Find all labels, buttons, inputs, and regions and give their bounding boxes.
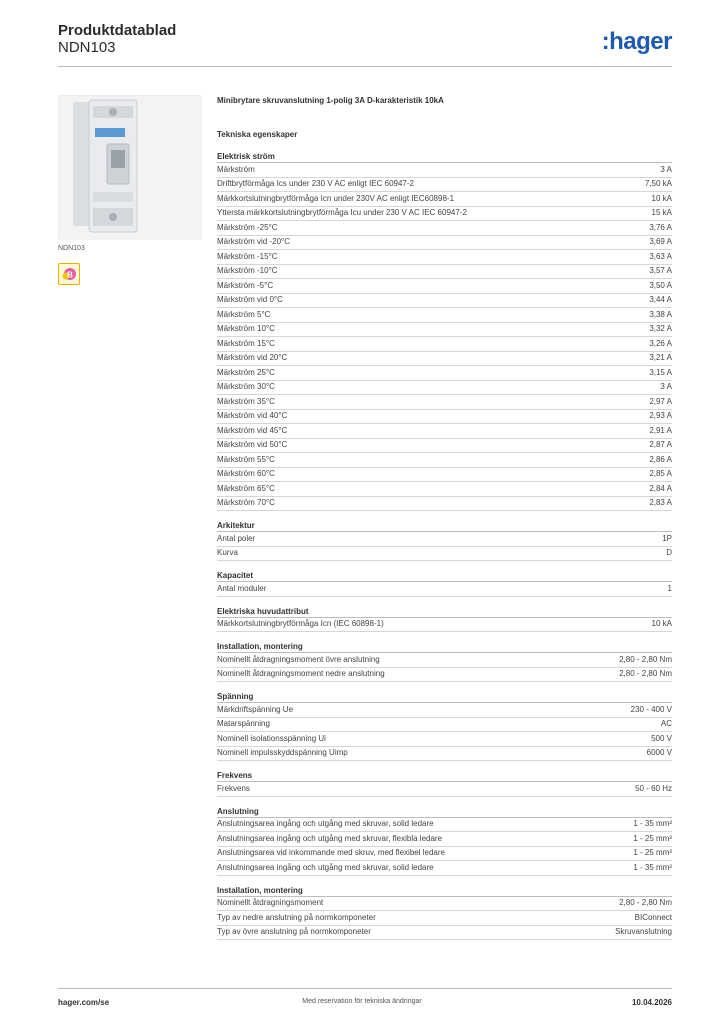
spec-row	[217, 453, 672, 468]
product-code: NDN103	[58, 39, 116, 56]
spec-value: 2,80 - 2,80 Nm	[619, 654, 672, 664]
spec-label: Anslutningsarea ingång och utgång med skruvar, flexibla ledare	[217, 833, 443, 843]
spec-label: Matarspänning	[217, 719, 270, 728]
spec-label: Märkström 10°C	[217, 324, 275, 333]
spec-row	[217, 547, 672, 562]
spec-value: 6000 V	[646, 748, 672, 757]
spec-value: 2,85 A	[649, 469, 672, 478]
spec-row	[217, 395, 672, 410]
spec-label: Märkström vid 45°C	[217, 425, 288, 435]
product-description: Minibrytare skruvanslutning 1-polig 3A D-karakteristik 10kA	[217, 96, 444, 105]
spec-value: 2,93 A	[649, 411, 672, 420]
spec-row	[217, 410, 672, 425]
spec-label: Märkström	[217, 164, 255, 174]
spec-label: Märkström vid 0°C	[217, 295, 283, 304]
spec-value: 50 - 60 Hz	[635, 783, 672, 793]
spec-value: 3,21 A	[649, 353, 672, 362]
spec-value: 2,83 A	[649, 498, 672, 507]
spec-value: 1 - 35 mm²	[633, 819, 672, 828]
footer-website: hager.com/se	[58, 998, 110, 1007]
section-heading: Tekniska egenskaper	[217, 130, 298, 139]
spec-label: Nominellt åtdragningsmoment övre anslutning	[217, 654, 380, 664]
spec-label: Nominellt åtdragningsmoment	[217, 898, 324, 907]
spec-label: Frekvens	[217, 783, 250, 793]
spec-row	[217, 207, 672, 222]
eco-label-icon	[58, 263, 80, 285]
spec-label: Märkström vid 50°C	[217, 440, 288, 449]
spec-row	[217, 926, 672, 941]
spec-row	[217, 221, 672, 236]
spec-label: Märkström 70°C	[217, 498, 275, 507]
spec-value: 3,26 A	[649, 338, 672, 348]
spec-value: 1	[667, 583, 672, 593]
spec-label: Anslutningsarea vid inkommande med skruv, med flexibel ledare	[217, 848, 445, 857]
spec-value: 7,50 kA	[644, 179, 672, 188]
spec-row	[217, 294, 672, 309]
spec-row	[217, 618, 672, 633]
circuit-breaker-icon	[59, 96, 202, 240]
spec-value: 230 - 400 V	[630, 704, 672, 714]
spec-value: 3,76 A	[649, 222, 672, 232]
spec-label: Märkkortslutningbrytförmåga Icn under 230V AC enligt IEC60898-1	[217, 193, 455, 203]
spec-row	[217, 911, 672, 926]
spec-label: Märkström -5°C	[217, 280, 274, 290]
spec-label: Märkström -25°C	[217, 222, 278, 232]
spec-row	[217, 337, 672, 352]
spec-row	[217, 482, 672, 497]
spec-value: 3,15 A	[649, 367, 672, 377]
spec-value: AC	[660, 719, 672, 728]
product-image	[58, 95, 201, 239]
spec-row	[217, 468, 672, 483]
spec-label: Märkström 35°C	[217, 396, 275, 406]
spec-block	[217, 770, 672, 797]
spec-label: Märkström vid -20°C	[217, 237, 290, 246]
spec-block	[217, 570, 672, 597]
header-divider	[58, 66, 672, 67]
spec-value: Skruvanslutning	[615, 927, 672, 936]
spec-value: 15 kA	[651, 208, 672, 217]
spec-row	[217, 236, 672, 251]
specification-content	[217, 96, 672, 949]
spec-row	[217, 732, 672, 747]
spec-row	[217, 178, 672, 193]
spec-value: 3 A	[660, 164, 672, 174]
footer-divider	[58, 988, 672, 989]
spec-label: Anslutningsarea ingång och utgång med skruvar, solid ledare	[217, 819, 434, 828]
spec-value: 3,63 A	[649, 251, 672, 261]
spec-block-title: Anslutning	[217, 806, 672, 818]
spec-value: BIConnect	[634, 912, 672, 922]
spec-block	[217, 520, 672, 561]
spec-value: 3,32 A	[649, 324, 672, 333]
spec-row	[217, 323, 672, 338]
document-title: Produktdatablad	[58, 22, 177, 39]
svg-text:B: B	[67, 270, 73, 280]
spec-value: 10 kA	[651, 619, 672, 628]
spec-row	[217, 381, 672, 396]
spec-value: 2,87 A	[649, 440, 672, 449]
spec-block	[217, 151, 672, 511]
spec-row	[217, 668, 672, 683]
spec-block-title: Installation, montering	[217, 641, 672, 653]
footer-disclaimer: Med reservation för tekniska ändringar	[302, 998, 422, 1005]
spec-row	[217, 366, 672, 381]
spec-row	[217, 163, 672, 178]
spec-block	[217, 606, 672, 633]
spec-row	[217, 532, 672, 547]
hager-logo: :hager	[601, 28, 672, 55]
spec-row	[217, 703, 672, 718]
spec-label: Nominell isolationsspänning Ui	[217, 733, 326, 743]
spec-value: 2,80 - 2,80 Nm	[619, 669, 672, 678]
spec-value: 3,57 A	[649, 266, 672, 275]
spec-row	[217, 439, 672, 454]
spec-row	[217, 279, 672, 294]
spec-row	[217, 352, 672, 367]
spec-label: Märkström -15°C	[217, 251, 278, 261]
spec-row	[217, 818, 672, 833]
spec-block	[217, 691, 672, 761]
spec-row	[217, 424, 672, 439]
spec-label: Märkström 60°C	[217, 469, 275, 478]
spec-value: 3,44 A	[649, 295, 672, 304]
spec-label: Märkström 30°C	[217, 382, 275, 391]
spec-value: 3 A	[660, 382, 672, 391]
spec-value: 1 - 25 mm²	[633, 848, 672, 857]
spec-value: D	[666, 548, 672, 557]
spec-label: Märkström -10°C	[217, 266, 278, 275]
spec-label: Kurva	[217, 548, 238, 557]
spec-value: 500 V	[651, 733, 672, 743]
spec-row	[217, 832, 672, 847]
footer-date: 10.04.2026	[631, 998, 672, 1007]
spec-value: 2,86 A	[649, 454, 672, 464]
spec-value: 2,97 A	[649, 396, 672, 406]
spec-block	[217, 806, 672, 876]
spec-row	[217, 718, 672, 733]
spec-label: Märkström vid 20°C	[217, 353, 288, 362]
spec-label: Märkkortslutningbrytförmåga Icn (IEC 60898-1)	[217, 619, 384, 628]
spec-row	[217, 897, 672, 912]
spec-block-title: Spänning	[217, 691, 672, 703]
spec-row	[217, 861, 672, 876]
spec-block	[217, 641, 672, 682]
spec-block-title: Arkitektur	[217, 520, 672, 532]
spec-value: 3,38 A	[649, 309, 672, 319]
spec-block	[217, 885, 672, 941]
spec-block-title: Kapacitet	[217, 570, 672, 582]
spec-label: Märkström 25°C	[217, 367, 275, 377]
spec-value: 2,91 A	[649, 425, 672, 435]
spec-label: Märkström 65°C	[217, 483, 275, 493]
spec-blocks	[217, 151, 672, 940]
product-image-caption: NDN103	[58, 245, 85, 252]
spec-value: 2,80 - 2,80 Nm	[619, 898, 672, 907]
spec-label: Driftbrytförmåga Ics under 230 V AC enligt IEC 60947-2	[217, 179, 414, 188]
spec-row	[217, 582, 672, 597]
spec-value: 3,69 A	[649, 237, 672, 246]
spec-value: 1P	[662, 533, 672, 543]
spec-block-title: Elektrisk ström	[217, 151, 672, 163]
spec-label: Märkström 15°C	[217, 338, 275, 348]
spec-row	[217, 308, 672, 323]
spec-label: Typ av nedre anslutning på normkomponeter	[217, 912, 376, 922]
spec-label: Antal poler	[217, 533, 256, 543]
spec-row	[217, 250, 672, 265]
spec-label: Yttersta märkkortslutningbrytförmåga Icu under 230 V AC IEC 60947-2	[217, 208, 467, 217]
spec-block-title: Elektriska huvudattribut	[217, 606, 672, 618]
spec-value: 3,50 A	[649, 280, 672, 290]
spec-label: Märkdriftspänning Ue	[217, 704, 294, 714]
spec-label: Märkström 5°C	[217, 309, 271, 319]
spec-label: Antal moduler	[217, 583, 267, 593]
spec-value: 2,84 A	[649, 483, 672, 493]
spec-row	[217, 782, 672, 797]
spec-value: 1 - 35 mm²	[633, 862, 672, 872]
spec-block-title: Frekvens	[217, 770, 672, 782]
spec-label: Märkström vid 40°C	[217, 411, 288, 420]
spec-row	[217, 847, 672, 862]
spec-row	[217, 192, 672, 207]
spec-label: Anslutningsarea ingång och utgång med skruvar, solid ledare	[217, 862, 434, 872]
spec-label: Typ av övre anslutning på normkomponeter	[217, 927, 371, 936]
spec-value: 10 kA	[651, 193, 672, 203]
spec-row	[217, 265, 672, 280]
spec-row	[217, 747, 672, 762]
spec-label: Nominellt åtdragningsmoment nedre anslutning	[217, 669, 385, 678]
spec-row	[217, 497, 672, 512]
spec-value: 1 - 25 mm²	[633, 833, 672, 843]
spec-row	[217, 653, 672, 668]
spec-label: Märkström 55°C	[217, 454, 275, 464]
spec-label: Nominell impulsskyddspänning Uimp	[217, 748, 348, 757]
spec-block-title: Installation, montering	[217, 885, 672, 897]
